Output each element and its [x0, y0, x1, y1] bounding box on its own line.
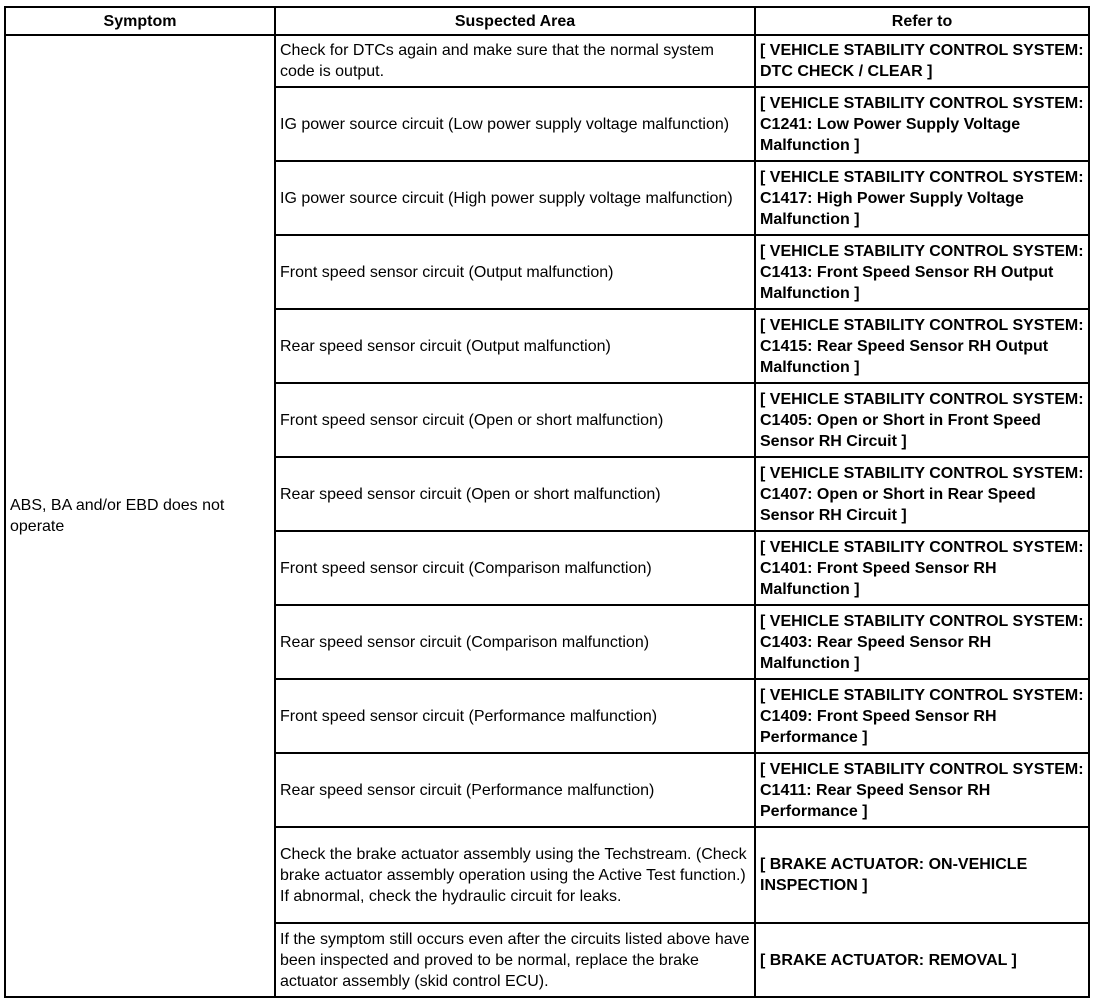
- refer-to-link[interactable]: [ VEHICLE STABILITY CONTROL SYSTEM: C1417: High Power Supply Voltage Malfunction ]: [755, 161, 1089, 235]
- refer-to-link[interactable]: [ VEHICLE STABILITY CONTROL SYSTEM: C1405: Open or Short in Front Speed Sensor RH Circuit ]: [755, 383, 1089, 457]
- suspected-area-cell: Check for DTCs again and make sure that the normal system code is output.: [275, 35, 755, 87]
- refer-to-link[interactable]: [ VEHICLE STABILITY CONTROL SYSTEM: C1415: Rear Speed Sensor RH Output Malfunction ]: [755, 309, 1089, 383]
- suspected-area-cell: Front speed sensor circuit (Performance malfunction): [275, 679, 755, 753]
- troubleshooting-table-wrapper: [4, 6, 1090, 998]
- header-refer-to: Refer to: [755, 7, 1089, 35]
- refer-to-link[interactable]: [ VEHICLE STABILITY CONTROL SYSTEM: C1407: Open or Short in Rear Speed Sensor RH Circuit ]: [755, 457, 1089, 531]
- suspected-area-cell: Rear speed sensor circuit (Comparison malfunction): [275, 605, 755, 679]
- refer-to-link[interactable]: [ BRAKE ACTUATOR: REMOVAL ]: [755, 923, 1089, 997]
- refer-to-link[interactable]: [ VEHICLE STABILITY CONTROL SYSTEM: C1411: Rear Speed Sensor RH Performance ]: [755, 753, 1089, 827]
- suspected-area-cell: Rear speed sensor circuit (Open or short malfunction): [275, 457, 755, 531]
- suspected-area-cell: Rear speed sensor circuit (Output malfunction): [275, 309, 755, 383]
- suspected-area-cell: IG power source circuit (High power supply voltage malfunction): [275, 161, 755, 235]
- suspected-area-cell: Front speed sensor circuit (Output malfunction): [275, 235, 755, 309]
- suspected-area-cell: Rear speed sensor circuit (Performance malfunction): [275, 753, 755, 827]
- symptom-cell: ABS, BA and/or EBD does not operate: [5, 35, 275, 997]
- suspected-area-cell: If the symptom still occurs even after the circuits listed above have been inspected and proved to be normal, replace the brake actuator assembly (skid control ECU).: [275, 923, 755, 997]
- refer-to-link[interactable]: [ VEHICLE STABILITY CONTROL SYSTEM: DTC CHECK / CLEAR ]: [755, 35, 1089, 87]
- header-symptom: Symptom: [5, 7, 275, 35]
- table-row: [5, 35, 1089, 87]
- troubleshooting-table: [4, 6, 1090, 998]
- refer-to-link[interactable]: [ BRAKE ACTUATOR: ON-VEHICLE INSPECTION ]: [755, 827, 1089, 923]
- refer-to-link[interactable]: [ VEHICLE STABILITY CONTROL SYSTEM: C1401: Front Speed Sensor RH Malfunction ]: [755, 531, 1089, 605]
- refer-to-link[interactable]: [ VEHICLE STABILITY CONTROL SYSTEM: C1403: Rear Speed Sensor RH Malfunction ]: [755, 605, 1089, 679]
- refer-to-link[interactable]: [ VEHICLE STABILITY CONTROL SYSTEM: C1409: Front Speed Sensor RH Performance ]: [755, 679, 1089, 753]
- header-suspected-area: Suspected Area: [275, 7, 755, 35]
- refer-to-link[interactable]: [ VEHICLE STABILITY CONTROL SYSTEM: C1241: Low Power Supply Voltage Malfunction ]: [755, 87, 1089, 161]
- suspected-area-cell: Front speed sensor circuit (Comparison malfunction): [275, 531, 755, 605]
- refer-to-link[interactable]: [ VEHICLE STABILITY CONTROL SYSTEM: C1413: Front Speed Sensor RH Output Malfunction ]: [755, 235, 1089, 309]
- header-row: [5, 7, 1089, 35]
- suspected-area-cell: Front speed sensor circuit (Open or short malfunction): [275, 383, 755, 457]
- suspected-area-cell: Check the brake actuator assembly using the Techstream. (Check brake actuator assembly operation using the Active Test function.) If abnormal, check the hydraulic circuit for leaks.: [275, 827, 755, 923]
- suspected-area-cell: IG power source circuit (Low power supply voltage malfunction): [275, 87, 755, 161]
